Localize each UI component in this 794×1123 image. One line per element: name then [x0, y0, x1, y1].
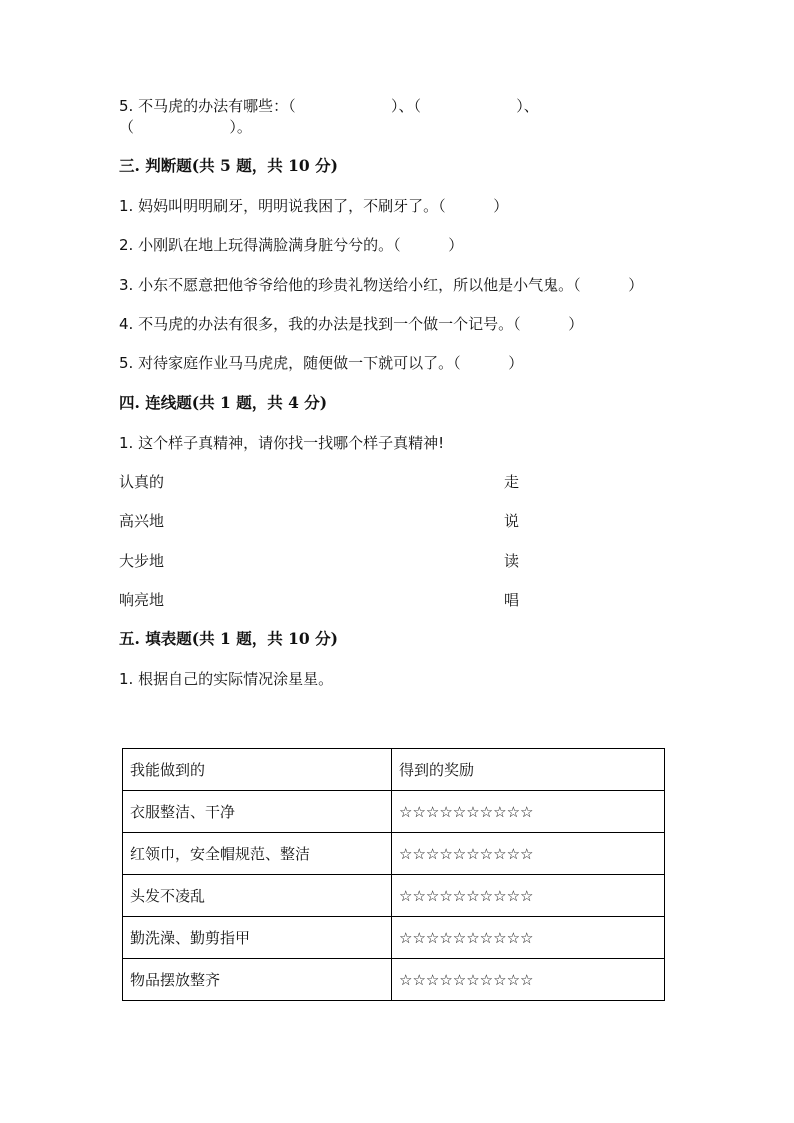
table-cell-stars[interactable]: ☆☆☆☆☆☆☆☆☆☆	[392, 917, 665, 959]
section-3-heading: 三. 判断题(共 5 题，共 10 分)	[119, 156, 338, 175]
judge-item-1: 1. 妈妈叫明明刷牙，明明说我困了，不刷牙了。（ ）	[119, 197, 509, 215]
match-left-3: 大步地	[119, 552, 165, 570]
match-right-2: 说	[504, 512, 520, 530]
table-cell-behavior: 物品摆放整齐	[123, 959, 392, 1001]
match-left-1: 认真的	[119, 473, 165, 491]
table-header-cell: 得到的奖励	[392, 749, 665, 791]
reward-table	[122, 748, 665, 1001]
question-5-fill-line-1: 5. 不马虎的办法有哪些：（ ）、（ ）、	[119, 97, 539, 115]
table-row	[123, 833, 665, 875]
table-question: 1. 根据自己的实际情况涂星星。	[119, 670, 334, 688]
section-4-heading: 四. 连线题(共 1 题，共 4 分)	[119, 393, 328, 412]
table-cell-behavior: 勤洗澡、勤剪指甲	[123, 917, 392, 959]
table-cell-behavior: 红领巾，安全帽规范、整洁	[123, 833, 392, 875]
table-cell-stars[interactable]: ☆☆☆☆☆☆☆☆☆☆	[392, 833, 665, 875]
matching-question: 1. 这个样子真精神，请你找一找哪个样子真精神!	[119, 434, 445, 452]
section-5-heading: 五. 填表题(共 1 题，共 10 分)	[119, 629, 338, 648]
judge-item-3: 3. 小东不愿意把他爷爷给他的珍贵礼物送给小红，所以他是小气鬼。（ ）	[119, 276, 644, 294]
table-row	[123, 791, 665, 833]
question-5-fill-line-2: （ ）。	[119, 118, 252, 136]
judge-item-5: 5. 对待家庭作业马马虎虎，随便做一下就可以了。（ ）	[119, 354, 524, 372]
table-cell-behavior: 头发不凌乱	[123, 875, 392, 917]
match-left-2: 高兴地	[119, 512, 165, 530]
table-cell-stars[interactable]: ☆☆☆☆☆☆☆☆☆☆	[392, 791, 665, 833]
table-cell-stars[interactable]: ☆☆☆☆☆☆☆☆☆☆	[392, 875, 665, 917]
judge-item-4: 4. 不马虎的办法有很多，我的办法是找到一个做一个记号。（ ）	[119, 315, 584, 333]
table-header-row	[123, 749, 665, 791]
table-row	[123, 917, 665, 959]
table-row	[123, 959, 665, 1001]
table-header-cell: 我能做到的	[123, 749, 392, 791]
table-cell-stars[interactable]: ☆☆☆☆☆☆☆☆☆☆	[392, 959, 665, 1001]
table-row	[123, 875, 665, 917]
match-right-4: 唱	[504, 591, 520, 609]
match-right-1: 走	[504, 473, 520, 491]
match-left-4: 响亮地	[119, 591, 165, 609]
match-right-3: 读	[504, 552, 520, 570]
table-cell-behavior: 衣服整洁、干净	[123, 791, 392, 833]
judge-item-2: 2. 小刚趴在地上玩得满脸满身脏兮兮的。（ ）	[119, 236, 464, 254]
